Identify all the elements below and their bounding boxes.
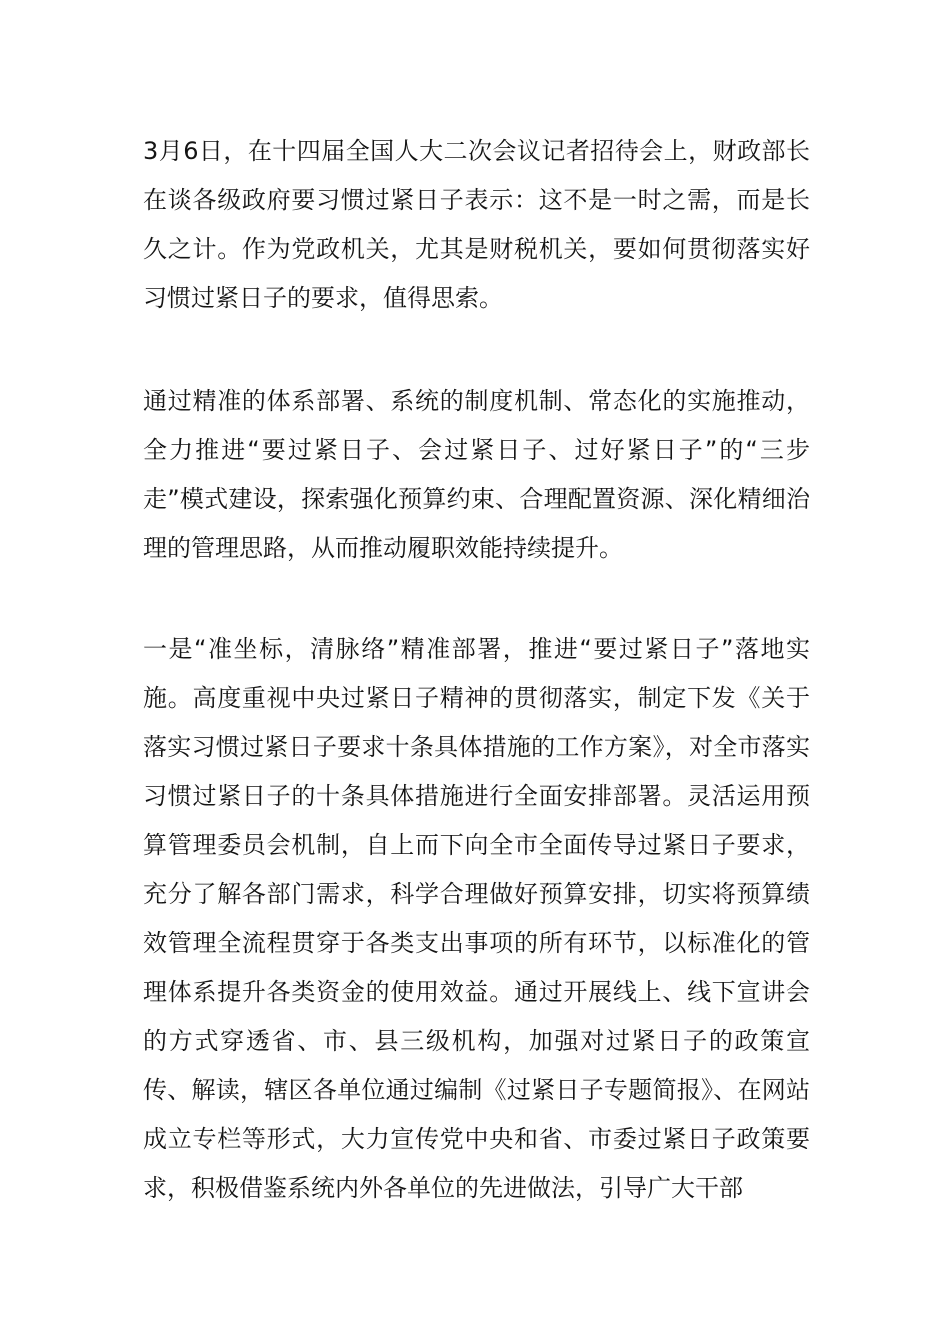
paragraph-approach: 通过精准的体系部署、系统的制度机制、常态化的实施推动，全力推进“要过紧日子、会过紧日子、过好紧日子”的“三步走”模式建设，探索强化预算约束、合理配置资源、深化精细治理的管理思路，从而推动履职效能持续提升。: [143, 387, 810, 562]
paragraph-point-one: 一是“准坐标，清脉络”精准部署，推进“要过紧日子”落地实施。高度重视中央过紧日子精神的贯彻落实，制定下发《关于落实习惯过紧日子要求十条具体措施的工作方案》，对全市落实习惯过紧日子的十条具体措施进行全面安排部署。灵活运用预算管理委员会机制，自上而下向全市全面传导过紧日子要求，充分了解各部门需求，科学合理做好预算安排，切实将预算绩效管理全流程贯穿于各类支出事项的所有环节，以标准化的管理体系提升各类资金的使用效益。通过开展线上、线下宣讲会的方式穿透省、市、县三级机构，加强对过紧日子的政策宣传、解读，辖区各单位通过编制《过紧日子专题简报》、在网站成立专栏等形式，大力宣传党中央和省、市委过紧日子政策要求，积极借鉴系统内外各单位的先进做法，引导广大干部: [143, 635, 810, 1202]
paragraph-intro: 3月6日，在十四届全国人大二次会议记者招待会上，财政部长在谈各级政府要习惯过紧日子表示：这不是一时之需，而是长久之计。作为党政机关，尤其是财税机关，要如何贯彻落实好习惯过紧日子的要求，值得思索。: [143, 137, 810, 312]
